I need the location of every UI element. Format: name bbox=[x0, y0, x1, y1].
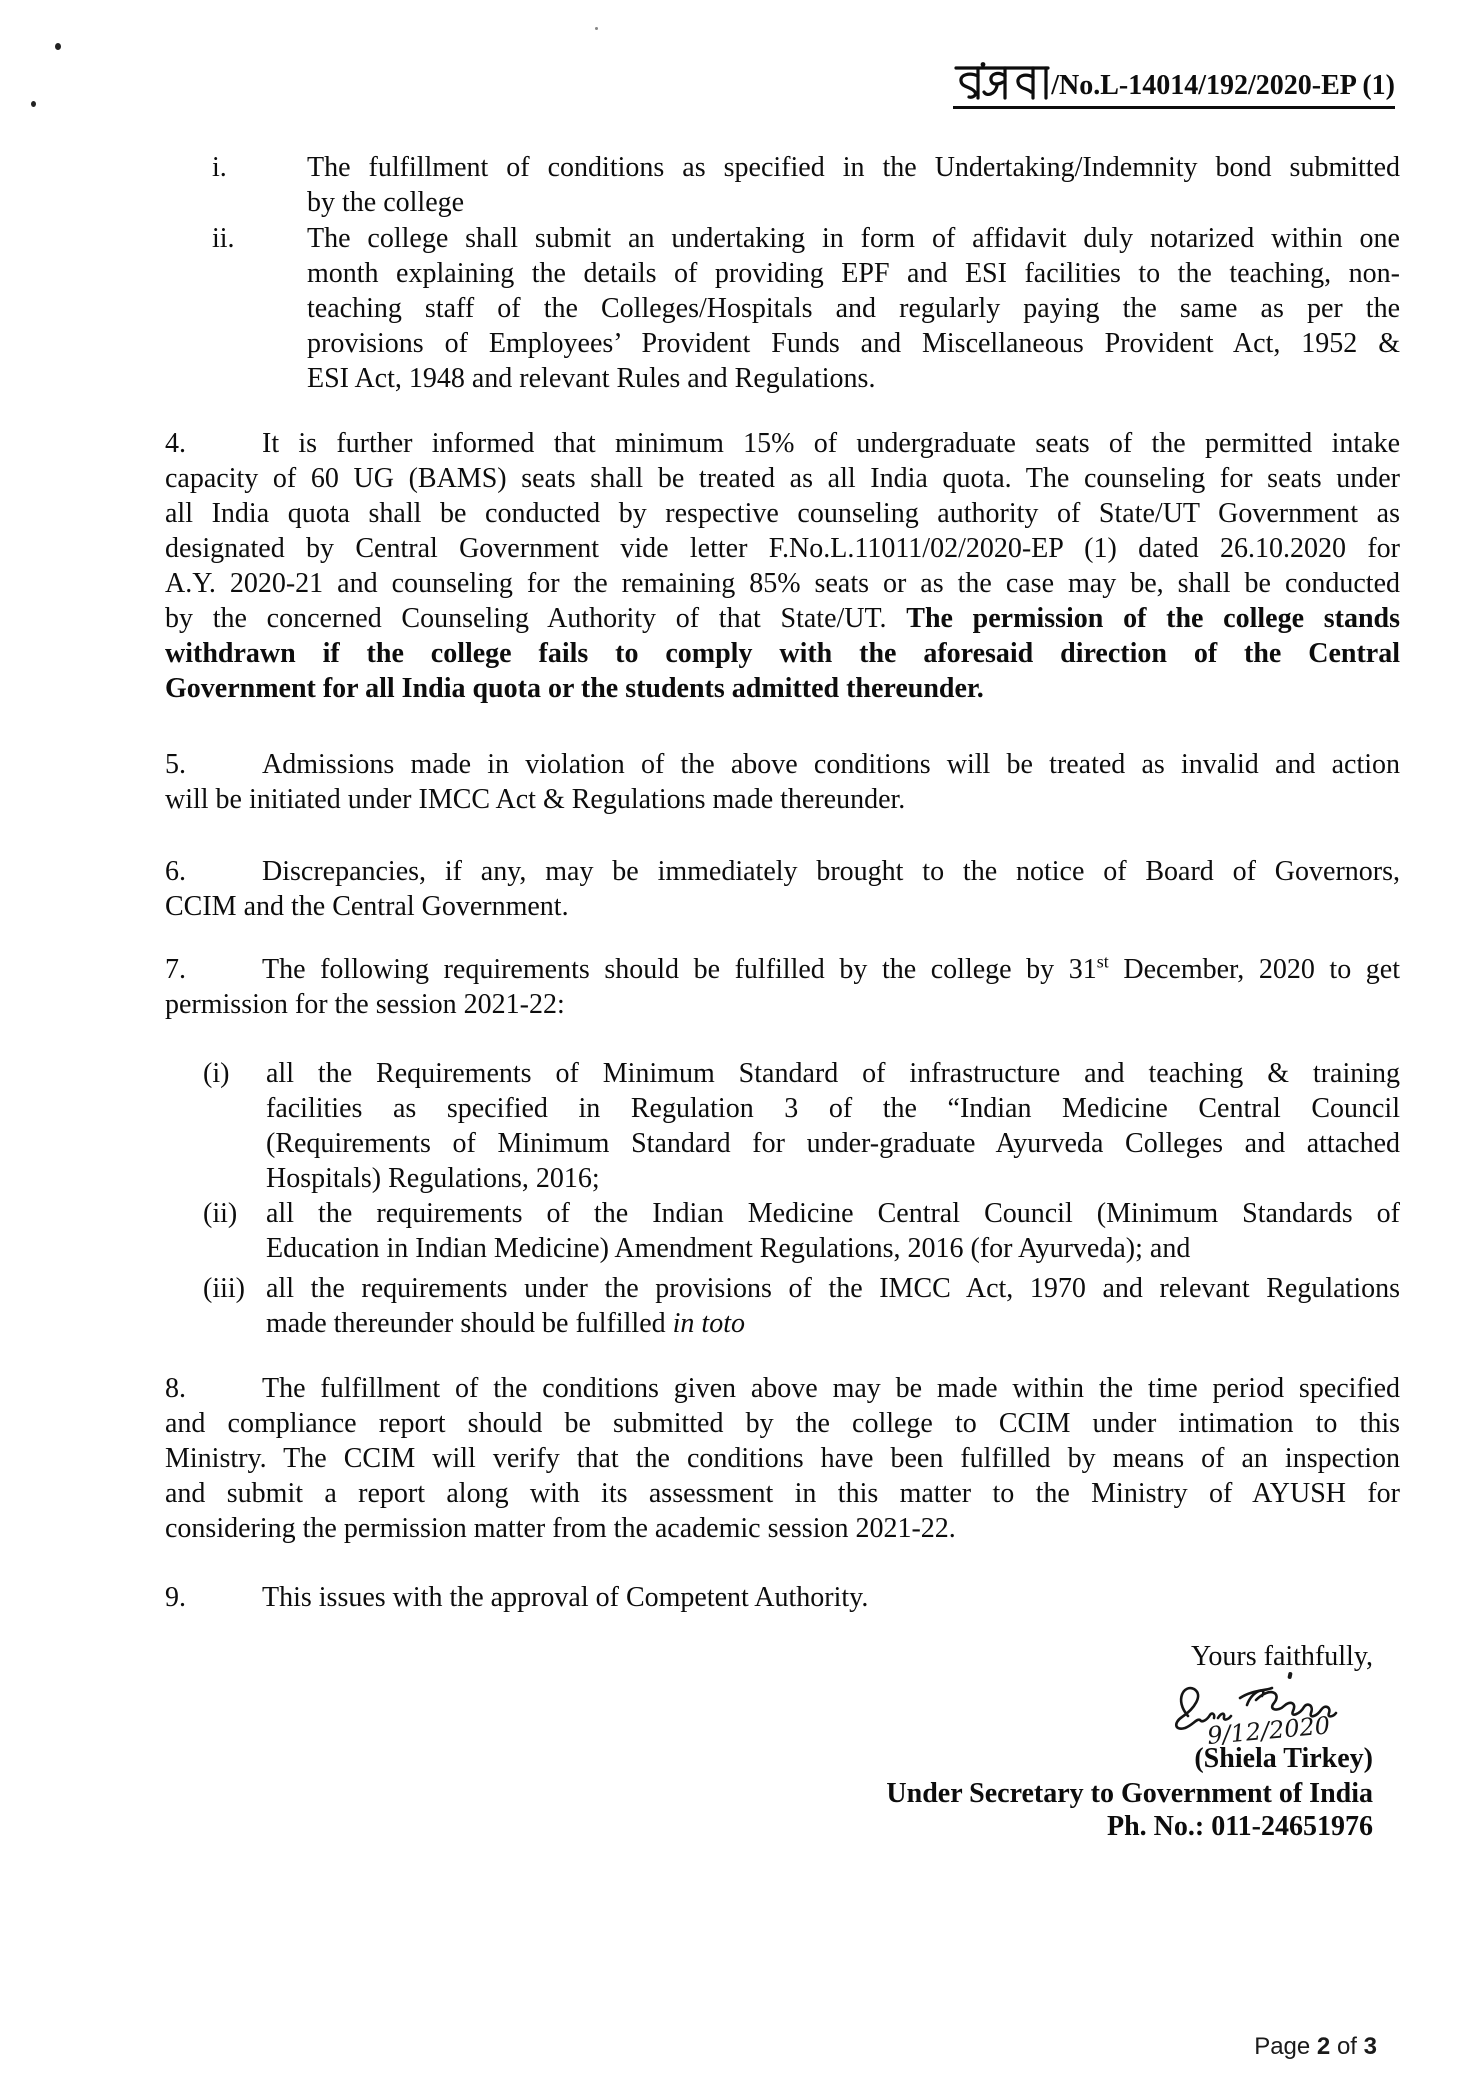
text-line: (Requirements of Minimum Standard for under-graduate Ayurveda Colleges and attached bbox=[266, 1128, 1400, 1159]
text-line bbox=[165, 601, 1400, 636]
paragraph-8 bbox=[165, 1371, 1400, 1546]
text-line: provisions of Employees’ Provident Funds and Miscellaneous Provident Act, 1952 & bbox=[307, 328, 1400, 359]
text-segment: made thereunder should be fulfilled bbox=[266, 1308, 673, 1339]
paragraph-7 bbox=[165, 952, 1400, 1022]
paragraph-number: 4. bbox=[165, 428, 186, 459]
valediction: Yours faithfully, bbox=[1190, 1641, 1373, 1672]
paragraph-9 bbox=[165, 1580, 1400, 1615]
text-line: and submit a report along with its assessment in this matter to the Ministry of AYUSH for bbox=[165, 1478, 1400, 1509]
paragraph-6 bbox=[165, 854, 1400, 924]
page-total: 3 bbox=[1363, 2033, 1377, 2060]
scan-speck bbox=[55, 43, 61, 50]
text-line: will be initiated under IMCC Act & Regulations made thereunder. bbox=[165, 784, 906, 815]
text-line: and compliance report should be submitted by the college to CCIM under intimation to this bbox=[165, 1408, 1400, 1439]
scan-speck bbox=[31, 101, 36, 107]
paragraph-5 bbox=[165, 747, 1400, 817]
requirement-item-2 bbox=[203, 1196, 1400, 1266]
text-line: Education in Indian Medicine) Amendment Regulations, 2016 (for Ayurveda); and bbox=[266, 1233, 1191, 1264]
text-line: Admissions made in violation of the above conditions will be treated as invalid and action bbox=[262, 749, 1400, 780]
item-marker: (i) bbox=[203, 1058, 230, 1089]
signature-date: 9/12/2020 bbox=[1206, 1711, 1332, 1750]
text-line: The fulfillment of conditions as specified in the Undertaking/Indemnity bond submitted bbox=[307, 152, 1400, 183]
scan-speck bbox=[595, 27, 598, 30]
superscript: st bbox=[1096, 951, 1109, 972]
paragraph-number: 9. bbox=[165, 1582, 186, 1613]
text-line: This issues with the approval of Competent Authority. bbox=[262, 1582, 869, 1613]
reference-number bbox=[953, 61, 1395, 109]
condition-item-ii bbox=[212, 221, 1400, 396]
item-marker: i. bbox=[212, 152, 227, 183]
signatory-phone: Ph. No.: 011-24651976 bbox=[1107, 1811, 1373, 1842]
text-line: facilities as specified in Regulation 3 of the “Indian Medicine Central Council bbox=[266, 1093, 1400, 1124]
text-line: teaching staff of the Colleges/Hospitals and regularly paying the same as per the bbox=[307, 293, 1400, 324]
item-marker: ii. bbox=[212, 223, 235, 254]
text-line: all the requirements under the provisions of the IMCC Act, 1970 and relevant Regulations bbox=[266, 1273, 1400, 1304]
text-line: Ministry. The CCIM will verify that the conditions have been fulfilled by means of an inspection bbox=[165, 1443, 1400, 1474]
text-line: all India quota shall be conducted by respective counseling authority of State/UT Government as bbox=[165, 498, 1400, 529]
text-segment: by the concerned Counseling Authority of that State/UT. bbox=[165, 603, 907, 634]
text-line bbox=[165, 952, 1400, 987]
devanagari-sankhya-glyph bbox=[953, 61, 1051, 101]
signatory-name: (Shiela Tirkey) bbox=[1194, 1743, 1373, 1774]
paragraph-4 bbox=[165, 426, 1400, 706]
text-line bbox=[266, 1306, 1400, 1341]
page-word: Page bbox=[1254, 2033, 1317, 2060]
text-segment: December, 2020 to get bbox=[1108, 954, 1400, 985]
condition-item-i bbox=[212, 150, 1400, 220]
text-line: withdrawn if the college fails to comply with the aforesaid direction of the Central bbox=[165, 638, 1400, 669]
paragraph-number: 7. bbox=[165, 954, 186, 985]
signatory-title: Under Secretary to Government of India bbox=[886, 1778, 1373, 1809]
requirement-item-1 bbox=[203, 1056, 1400, 1196]
requirement-item-3 bbox=[203, 1271, 1400, 1341]
text-line: by the college bbox=[307, 187, 465, 218]
italic-text-segment: in toto bbox=[672, 1308, 745, 1339]
item-marker: (iii) bbox=[203, 1273, 245, 1304]
text-line: capacity of 60 UG (BAMS) seats shall be treated as all India quota. The counseling for seats under bbox=[165, 463, 1400, 494]
bold-text-segment: The permission of the college stands bbox=[906, 603, 1400, 634]
page-number bbox=[1254, 2033, 1377, 2061]
reference-number-text: /No.L-14014/192/2020-EP (1) bbox=[1051, 70, 1395, 101]
text-line: The fulfillment of the conditions given above may be made within the time period specified bbox=[262, 1373, 1400, 1404]
anusvara-dot bbox=[981, 62, 986, 67]
item-marker: (ii) bbox=[203, 1198, 238, 1229]
paragraph-number: 8. bbox=[165, 1373, 186, 1404]
text-line: Hospitals) Regulations, 2016; bbox=[266, 1163, 600, 1194]
text-line: Discrepancies, if any, may be immediately brought to the notice of Board of Governors, bbox=[262, 856, 1400, 887]
text-line: month explaining the details of providing EPF and ESI facilities to the teaching, non- bbox=[307, 258, 1400, 289]
text-line: all the requirements of the Indian Medicine Central Council (Minimum Standards of bbox=[266, 1198, 1400, 1229]
page-current: 2 bbox=[1316, 2033, 1331, 2060]
text-line: CCIM and the Central Government. bbox=[165, 891, 569, 922]
of-word: of bbox=[1330, 2033, 1364, 2060]
text-line: Government for all India quota or the students admitted thereunder. bbox=[165, 673, 984, 704]
paragraph-number: 6. bbox=[165, 856, 186, 887]
text-line: A.Y. 2020-21 and counseling for the remaining 85% seats or as the case may be, shall be conducted bbox=[165, 568, 1400, 599]
text-line: considering the permission matter from the academic session 2021-22. bbox=[165, 1513, 956, 1544]
text-line: designated by Central Government vide letter F.No.L.11011/02/2020-EP (1) dated 26.10.2020 for bbox=[165, 533, 1400, 564]
text-segment: The following requirements should be fulfilled by the college by 31 bbox=[262, 954, 1097, 985]
text-line: ESI Act, 1948 and relevant Rules and Regulations. bbox=[307, 363, 876, 394]
text-line: all the Requirements of Minimum Standard of infrastructure and teaching & training bbox=[266, 1058, 1400, 1089]
text-line: It is further informed that minimum 15% of undergraduate seats of the permitted intake bbox=[262, 428, 1400, 459]
text-line: permission for the session 2021-22: bbox=[165, 989, 565, 1020]
text-line: The college shall submit an undertaking in form of affidavit duly notarized within one bbox=[307, 223, 1400, 254]
paragraph-number: 5. bbox=[165, 749, 186, 780]
